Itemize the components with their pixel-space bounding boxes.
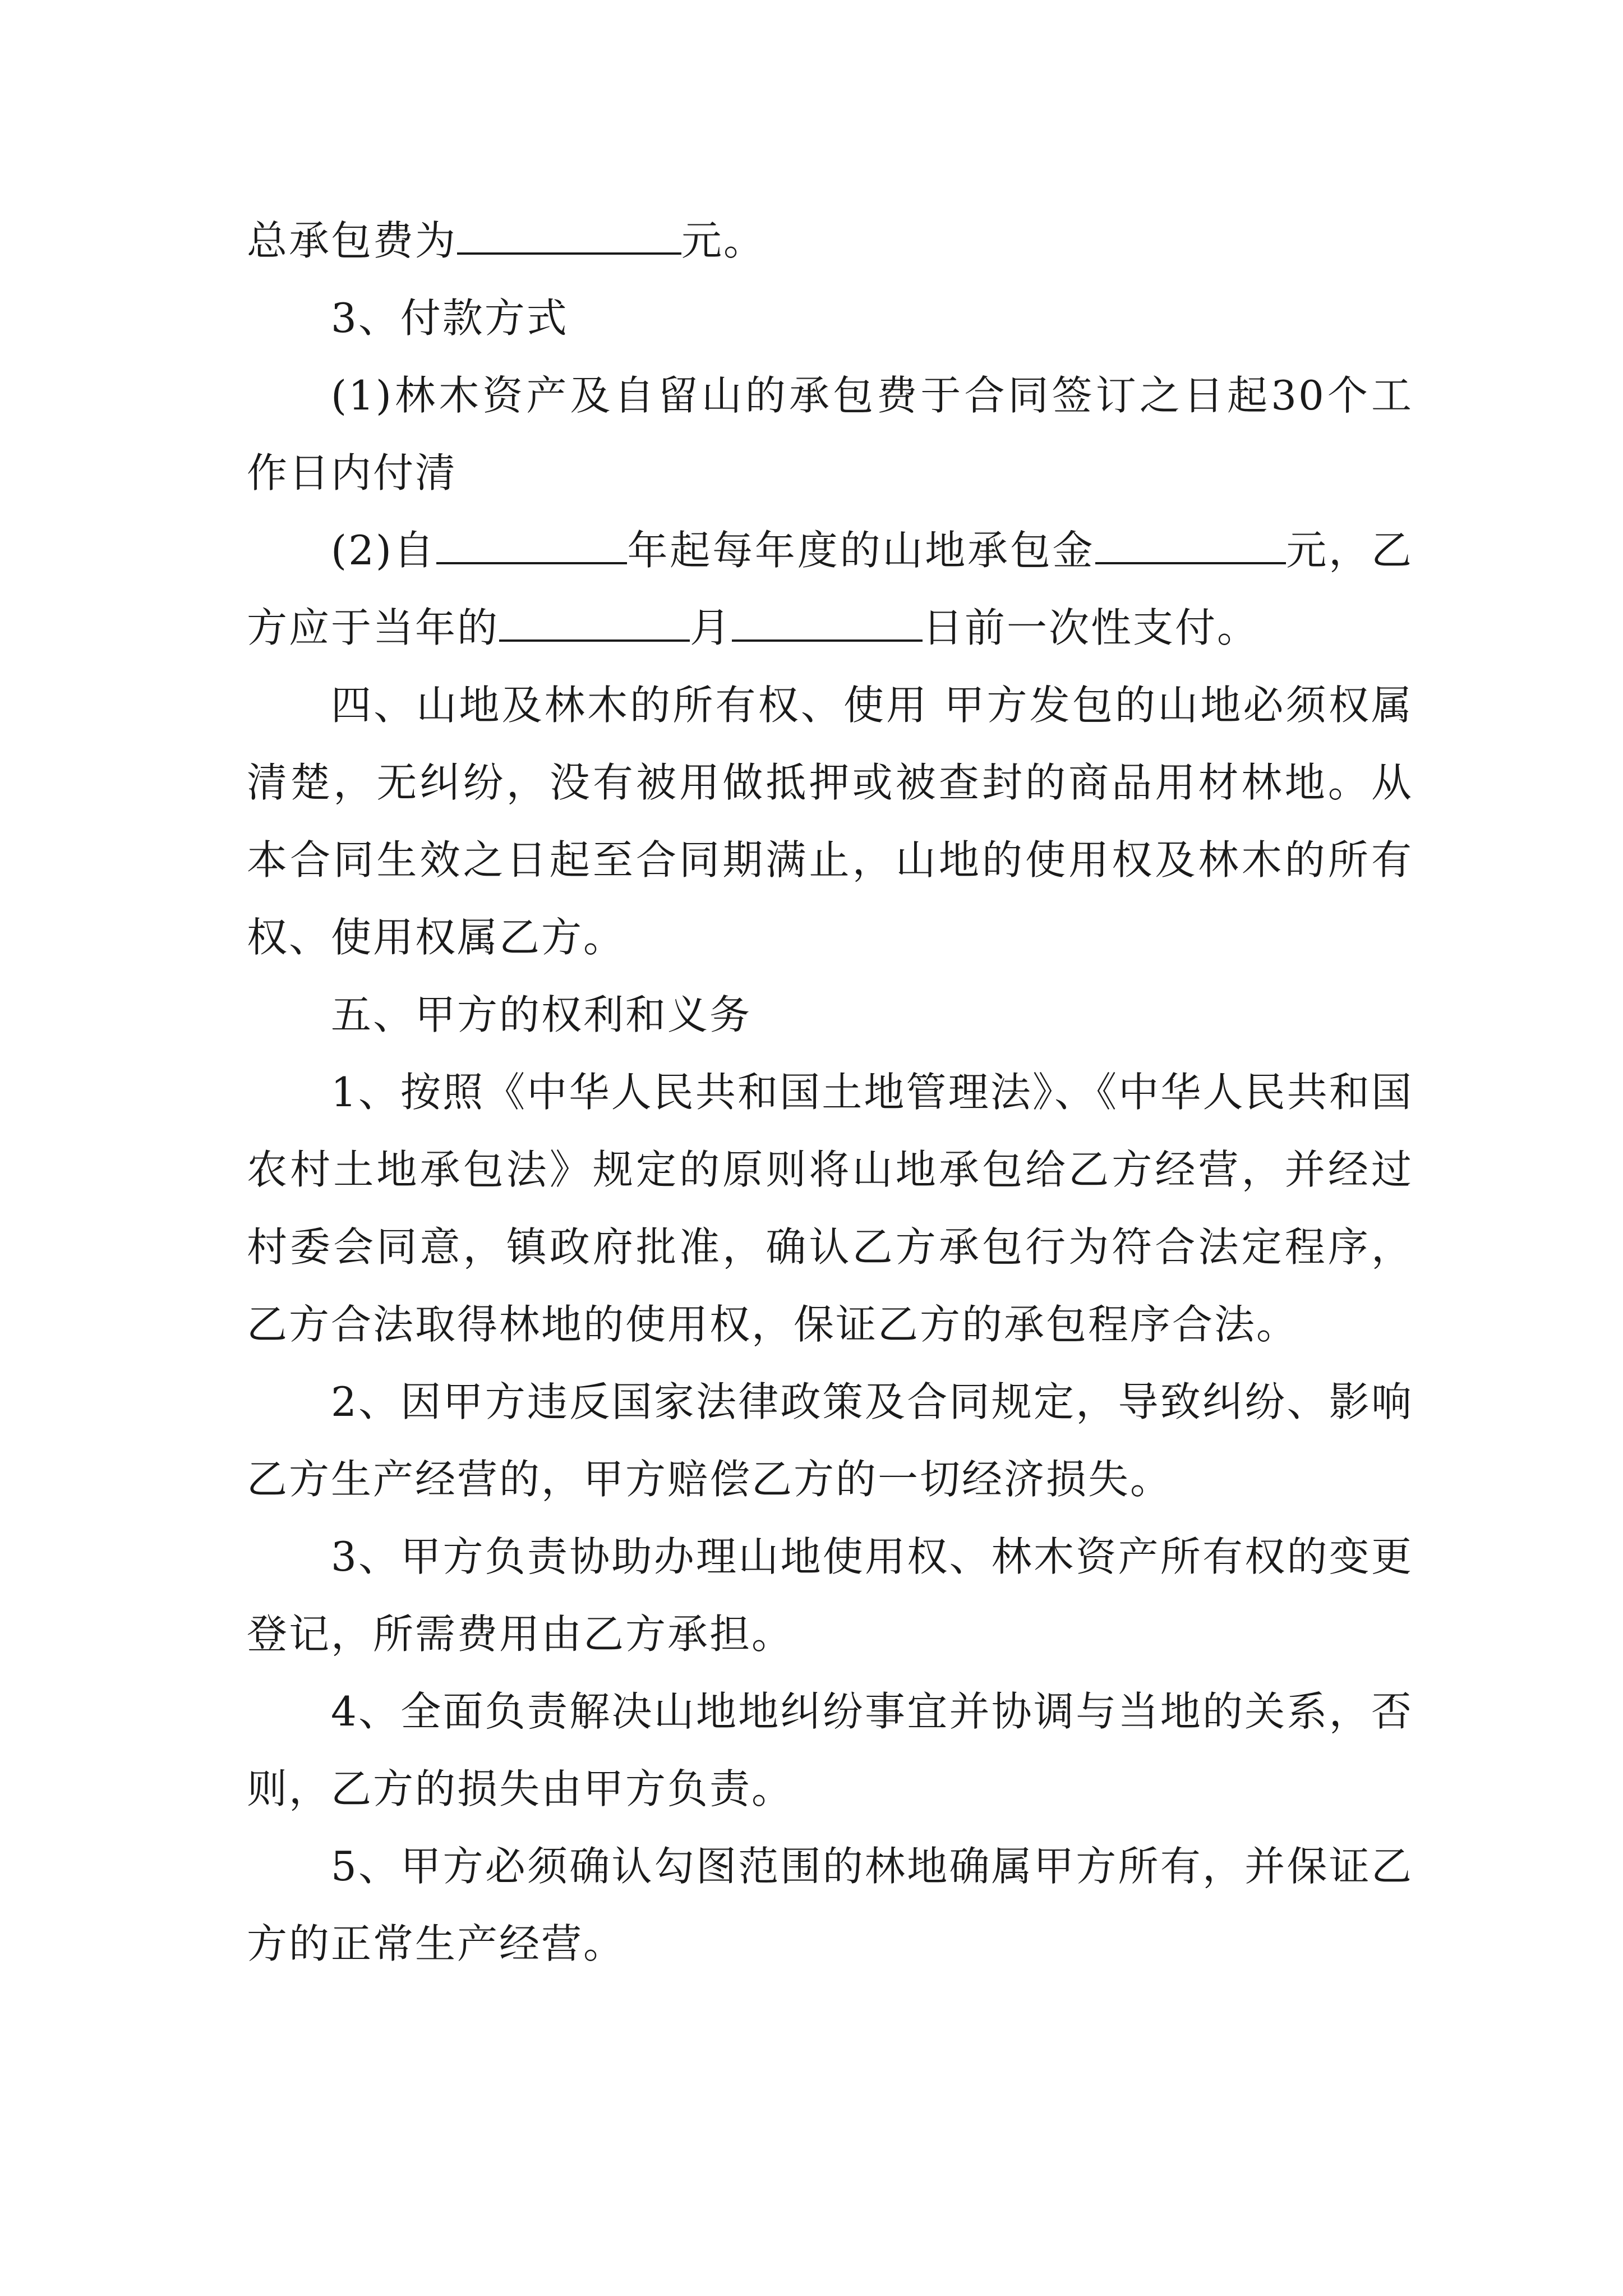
section-payment-method: 3、付款方式: [331, 295, 569, 342]
paragraph-payment-2: [247, 512, 1413, 666]
paragraph-party-a-4: 4、全面负责解决山地地纠纷事宜并协调与当地的关系，否则，乙方的损失由甲方负责。: [247, 1688, 1413, 1812]
paragraph-party-a-1: 1、按照《中华人民共和国土地管理法》、《中华人民共和国农村土地承包法》规定的原则将山地承包给乙方经营，并经过村委会同意，镇政府批准，确认乙方承包行为符合法定程序，乙方合法取得林地的使用权，保证乙方的承包程序合法。: [247, 1069, 1413, 1348]
paragraph-total-fee: [247, 202, 1413, 279]
payment-2-month: 月: [690, 604, 732, 651]
payment-2-mid: 年起每年度的山地承包金: [626, 527, 1095, 574]
paragraph-party-a-3: 3、甲方负责协助办理山地使用权、林木资产所有权的变更登记，所需费用由乙方承担。: [247, 1533, 1413, 1658]
rent-blank: [1095, 530, 1286, 564]
year-blank: [436, 530, 627, 564]
section-ownership: 四、山地及林木的所有权、使用 甲方发包的山地必须权属清楚，无纠纷，没有被用做抵押或被查封的商品用材林地。从本合同生效之日起至合同期满止，山地的使用权及林木的所有权、使用权属乙方。: [247, 682, 1413, 961]
paragraph-party-a-5: 5、甲方必须确认勾图范围的林地确属甲方所有，并保证乙方的正常生产经营。: [247, 1843, 1413, 1967]
payment-2-line2-start: 乙方应于当年的: [247, 527, 1413, 651]
paragraph-party-a-2: 2、因甲方违反国家法律政策及合同规定，导致纠纷、影响乙方生产经营的，甲方赔偿乙方的一切经济损失。: [247, 1378, 1413, 1503]
day-blank: [732, 607, 923, 642]
payment-2-start: (2)自: [331, 527, 436, 574]
section-party-a-rights: 五、甲方的权利和义务: [331, 991, 752, 1038]
payment-2-unit: 元，: [1285, 527, 1371, 574]
payment-2-end: 日前一次性支付。: [923, 604, 1260, 651]
document-body: [247, 202, 1413, 1982]
total-fee-text: 总承包费为: [247, 217, 458, 264]
paragraph-payment-1: (1)林木资产及自留山的承包费于合同签订之日起30个工作日内付清: [247, 372, 1413, 496]
total-fee-unit: 元。: [681, 217, 766, 264]
month-blank: [499, 607, 690, 642]
total-fee-blank: [457, 220, 681, 255]
